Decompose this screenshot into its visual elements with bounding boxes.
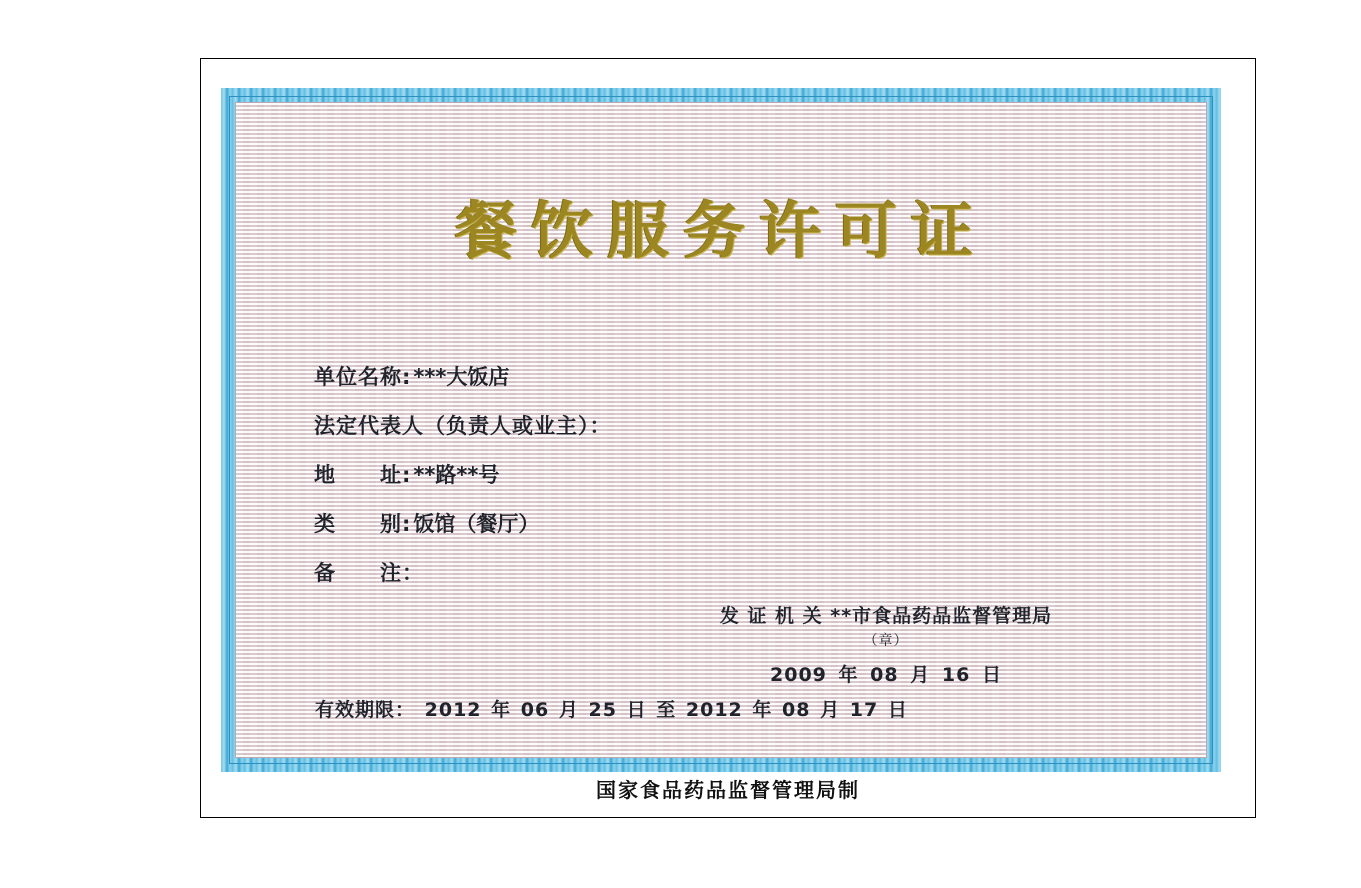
field-label-legal-representative: 法定代表人（负责人或业主）： (314, 414, 612, 438)
field-label-unit-name: 单位名称: (314, 365, 412, 389)
field-value-unit-name: ***大饭店 (413, 365, 510, 389)
issuer-block (626, 601, 1146, 687)
fields-list (314, 361, 1154, 606)
issue-date-year-unit: 年 (838, 664, 859, 686)
issue-date-month-unit: 月 (910, 664, 931, 686)
validity-label: 有效期限： (315, 699, 416, 721)
issuer-line (626, 601, 1146, 628)
seal-hint: （章） (863, 633, 909, 649)
validity-to-month-unit: 月 (820, 699, 841, 721)
validity-separator: 至 (656, 699, 677, 721)
issue-date-year: 2009 (770, 664, 827, 686)
validity-to-month: 08 (782, 699, 811, 721)
validity-from-year: 2012 (424, 699, 482, 721)
field-row-category (314, 508, 1154, 538)
issuer-label: 发 证 机 关 (719, 605, 823, 627)
field-label-address: 地 址: (314, 463, 412, 487)
validity-from-year-unit: 年 (491, 699, 512, 721)
field-value-category: 饭馆（餐厅） (413, 512, 540, 536)
page-title: 餐饮服务许可证 (454, 194, 987, 267)
footer-text: 国家食品药品监督管理局制 (596, 778, 860, 802)
certificate-border (221, 88, 1221, 772)
field-value-address: **路**号 (413, 463, 500, 487)
issue-date-month: 08 (870, 664, 899, 686)
validity-from-month-unit: 月 (558, 699, 579, 721)
issuer-name: **市食品药品监督管理局 (830, 605, 1053, 627)
certificate-page (200, 58, 1256, 818)
issue-date-day-unit: 日 (981, 664, 1002, 686)
validity-to-day-unit: 日 (887, 699, 908, 721)
field-label-remarks: 备 注： (314, 561, 424, 585)
validity-line (314, 695, 909, 722)
field-row-unit-name (314, 361, 1154, 391)
validity-from-month: 06 (520, 699, 550, 721)
issue-date (626, 660, 1146, 687)
field-row-remarks (314, 557, 1154, 587)
validity-to-year-unit: 年 (752, 699, 773, 721)
field-row-legal-representative (314, 410, 1154, 440)
validity-to-day: 17 (849, 699, 879, 721)
validity-from-day-unit: 日 (626, 699, 647, 721)
issue-date-day: 16 (941, 664, 971, 686)
field-row-address (314, 459, 1154, 489)
certificate-inner (235, 102, 1207, 758)
field-label-category: 类 别: (314, 512, 412, 536)
validity-from-day: 25 (588, 699, 617, 721)
validity-to-year: 2012 (685, 699, 743, 721)
